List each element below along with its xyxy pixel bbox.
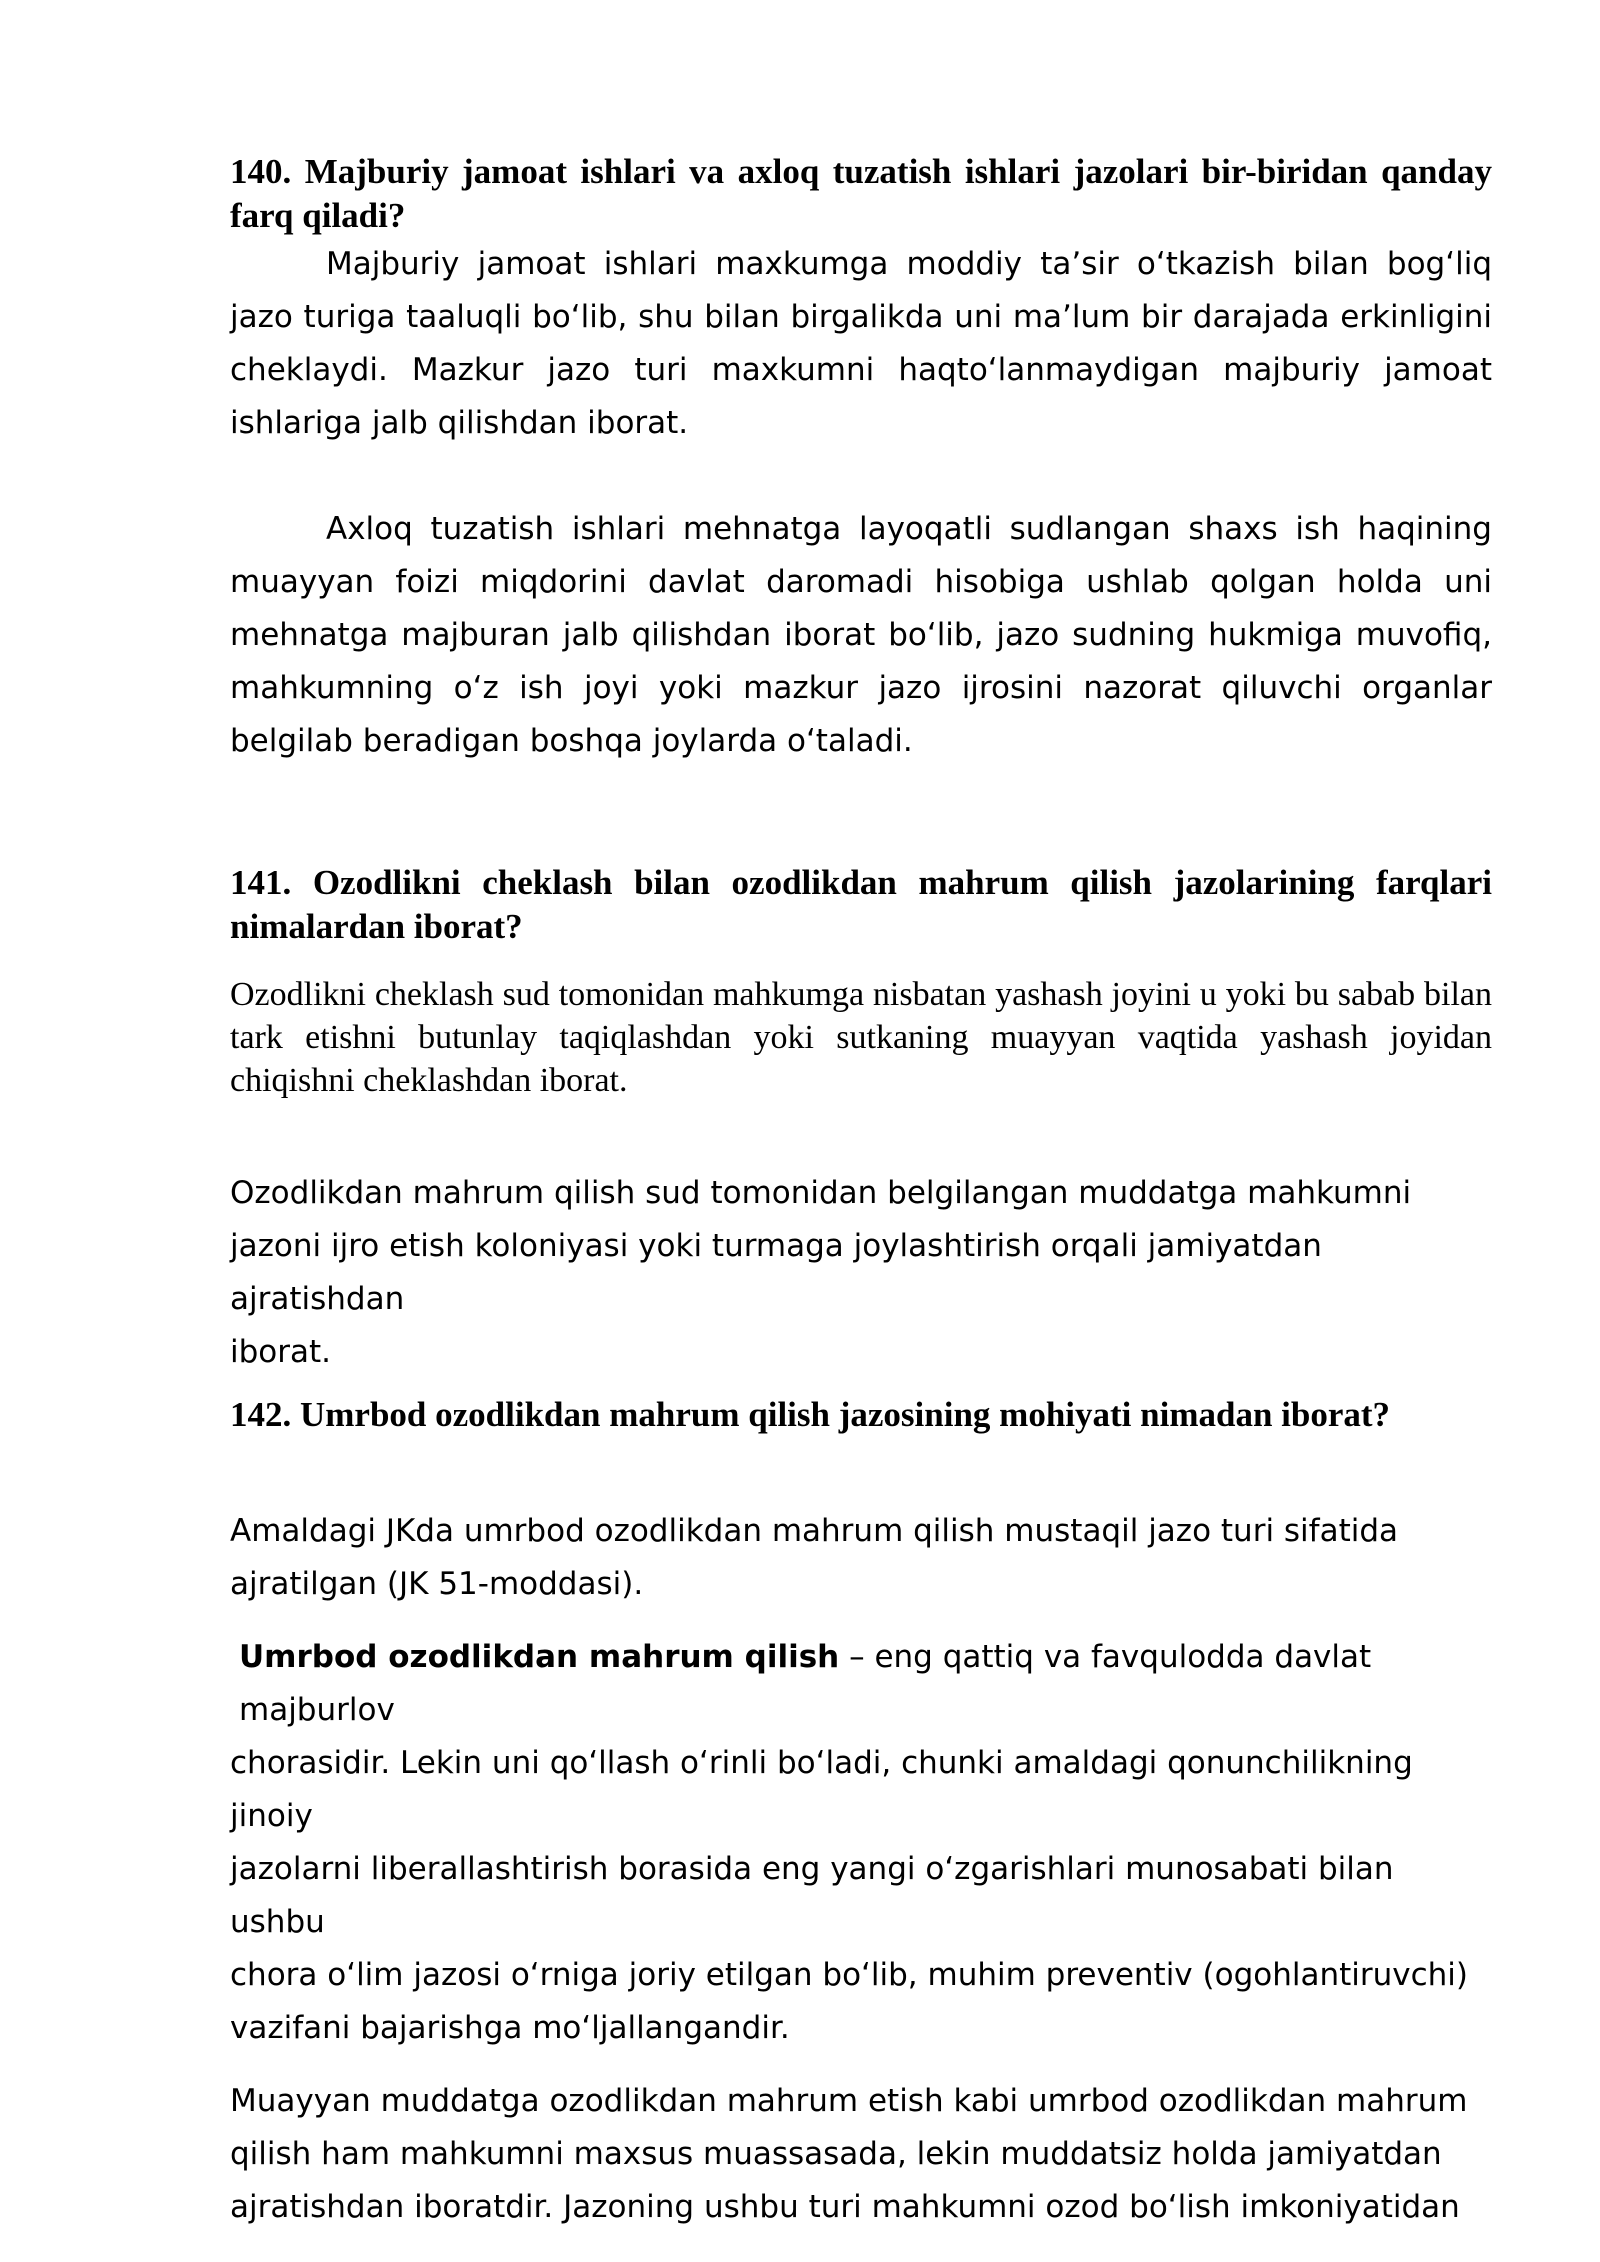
q142-paragraph-2-line-2: chorasidir. Lekin uni qo‘llash o‘rinli bo‘ladi, chunki amaldagi qonunchilikning jinoiy (230, 1745, 1413, 1834)
q142-paragraph-1-line-2: ajratilgan (JK 51-moddasi). (230, 1566, 644, 1602)
q140-paragraph-1: Majburiy jamoat ishlari maxkumga moddiy ta’sir o‘tkazish bilan bog‘liq jazo turiga taaluqli bo‘lib, shu bilan birgalikda uni ma’lum bir darajada erkinligini cheklaydi. Mazkur jazo turi maxkumni haqto‘lanmaydigan majburiy jamoat ishlariga jalb qilishdan iborat. (230, 246, 1492, 441)
q142-paragraph-3-line-3: ajratishdan iboratdir. Jazoning ushbu turi mahkumni ozod bo‘lish imkoniyatidan (230, 2189, 1460, 2225)
q141-paragraph-2 (230, 1167, 1492, 1379)
q142-paragraph-2-line-3: jazolarni liberallashtirish borasida eng yangi o‘zgarishlari munosabati bilan ushbu (230, 1851, 1394, 1940)
q142-paragraph-2-line-1 (230, 1631, 1492, 1737)
q141-paragraph-2-line-1: Ozodlikdan mahrum qilish sud tomonidan belgilangan muddatga mahkumni (230, 1175, 1412, 1211)
q142-paragraph-1 (230, 1505, 1492, 1611)
q142-paragraph-2-line-4: chora o‘lim jazosi o‘rniga joriy etilgan bo‘lib, muhim preventiv (ogohlantiruvchi) (230, 1957, 1469, 1993)
q142-paragraph-2-line-1-rest: – eng qattiq va favqulodda davlat majburlov (239, 1639, 1372, 1728)
q142-paragraph-3 (230, 2075, 1492, 2234)
q141-paragraph-2-line-2: jazoni ijro etish koloniyasi yoki turmaga joylashtirish orqali jamiyatdan ajratishdan (230, 1228, 1322, 1317)
question-140-heading: 140. Majburiy jamoat ishlari va axloq tuzatish ishlari jazolari bir-biridan qanday farq qiladi? (230, 152, 1492, 235)
q141-paragraph-1: Ozodlikni cheklash sud tomonidan mahkumga nisbatan yashash joyini u yoki bu sabab bilan tark etishni butunlay taqiqlashdan yoki sutkaning muayyan vaqtida yashash joyidan chiqishni cheklashdan iborat. (230, 976, 1492, 1099)
q142-paragraph-1-line-1: Amaldagi JKda umrbod ozodlikdan mahrum qilish mustaqil jazo turi sifatida (230, 1513, 1399, 1549)
q141-paragraph-2-line-3: iborat. (230, 1334, 332, 1370)
q142-paragraph-3-line-1: Muayyan muddatga ozodlikdan mahrum etish kabi umrbod ozodlikdan mahrum (230, 2083, 1468, 2119)
q142-paragraph-3-line-2: qilish ham mahkumni maxsus muassasada, lekin muddatsiz holda jamiyatdan (230, 2136, 1442, 2172)
question-141-heading: 141. Ozodlikni cheklash bilan ozodlikdan mahrum qilish jazolarining farqlari nimalardan iborat? (230, 863, 1492, 946)
document-page (230, 150, 1492, 2234)
question-142-heading: 142. Umrbod ozodlikdan mahrum qilish jazosining mohiyati nimadan iborat? (230, 1395, 1391, 1434)
q140-paragraph-2: Axloq tuzatish ishlari mehnatga layoqatli sudlangan shaxs ish haqining muayyan foizi miqdorini davlat daromadi hisobiga ushlab qolgan holda uni mehnatga majburan jalb qilishdan iborat bo‘lib, jazo sudning hukmiga muvofiq, mahkumning o‘z ish joyi yoki mazkur jazo ijrosini nazorat qiluvchi organlar belgilab beradigan boshqa joylarda o‘taladi. (230, 511, 1492, 759)
q142-paragraph-2 (230, 1631, 1492, 2055)
q142-paragraph-2-line-5: vazifani bajarishga mo‘ljallangandir. (230, 2010, 790, 2046)
q142-bold-term: Umrbod ozodlikdan mahrum qilish (239, 1639, 840, 1675)
